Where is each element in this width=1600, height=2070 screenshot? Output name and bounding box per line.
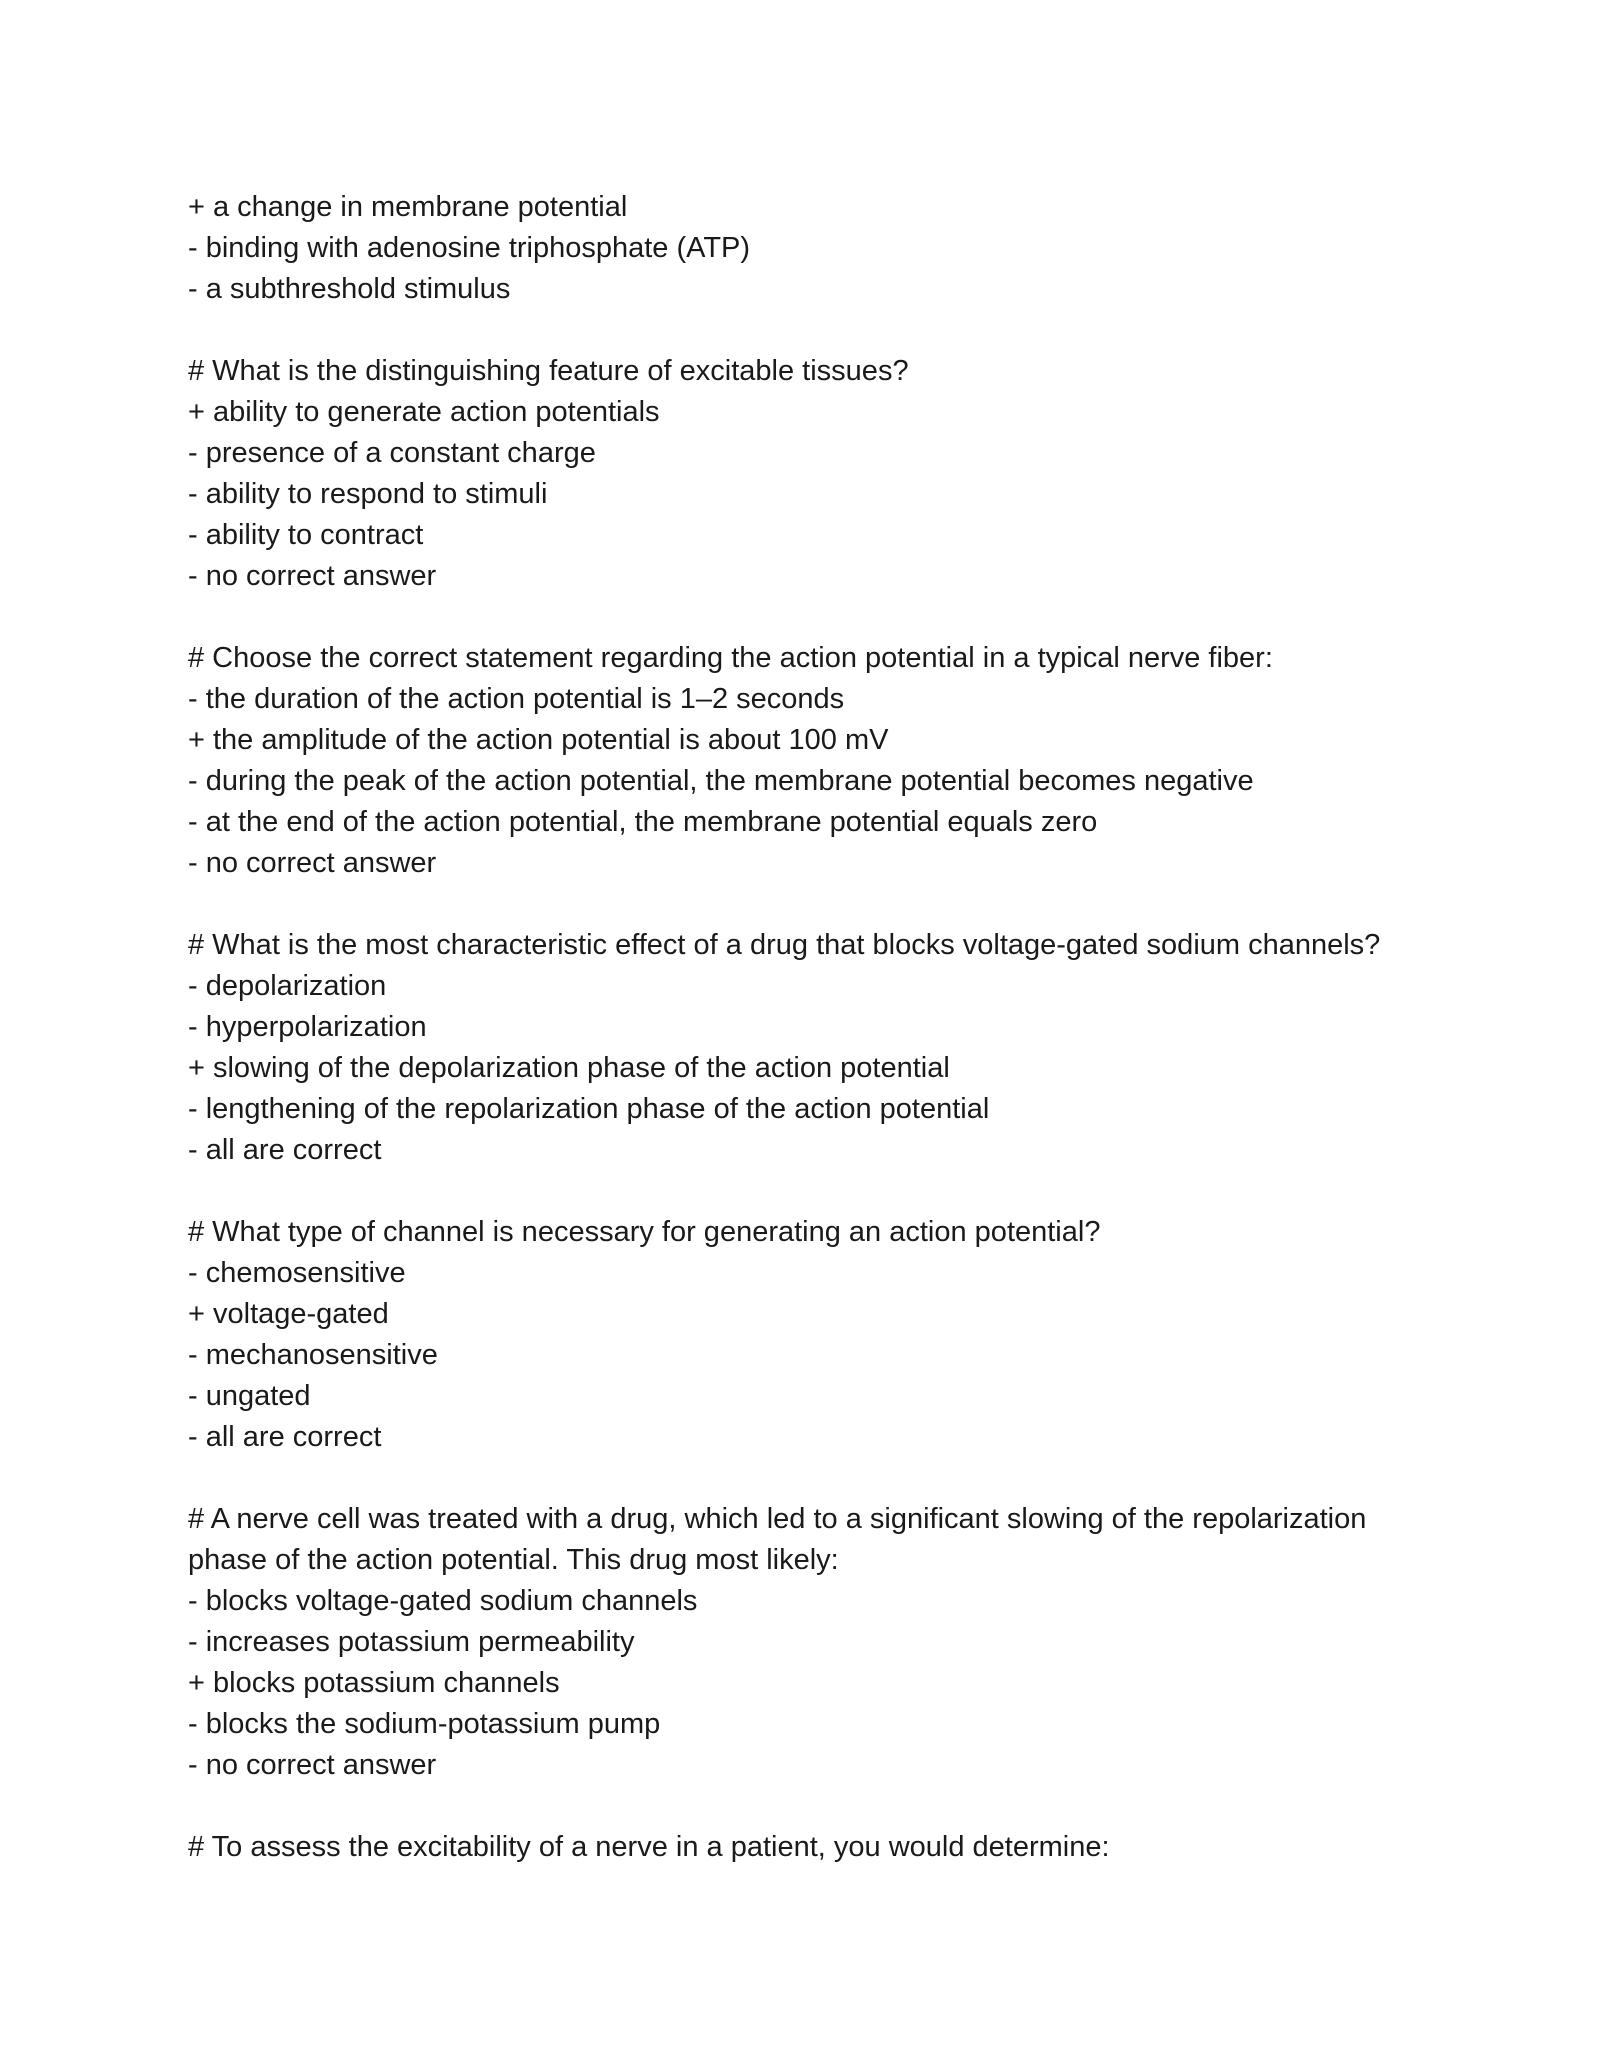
answer-line: - all are correct: [188, 1421, 382, 1453]
question-text: # What is the most characteristic effect of a drug that blocks voltage-gated sodium channels?: [188, 929, 1381, 961]
answer-line: - all are correct: [188, 1134, 382, 1166]
answer-line: - at the end of the action potential, the membrane potential equals zero: [188, 806, 1098, 838]
question-text-continued: phase of the action potential. This drug most likely:: [188, 1544, 839, 1576]
answer-line: - no correct answer: [188, 1749, 437, 1781]
answer-line: + a change in membrane potential: [188, 191, 628, 223]
answer-line: - depolarization: [188, 970, 387, 1002]
answer-line: + the amplitude of the action potential is about 100 mV: [188, 724, 889, 756]
answer-line: - a subthreshold stimulus: [188, 273, 511, 305]
answer-line: - ungated: [188, 1380, 311, 1412]
answer-line: - the duration of the action potential is 1–2 seconds: [188, 683, 845, 715]
answer-line: - presence of a constant charge: [188, 437, 596, 469]
answer-line: - blocks voltage-gated sodium channels: [188, 1585, 698, 1617]
question-text: # What is the distinguishing feature of excitable tissues?: [188, 355, 909, 387]
question-block: [188, 1212, 1428, 1458]
answer-line: - lengthening of the repolarization phase of the action potential: [188, 1093, 990, 1125]
question-text: # To assess the excitability of a nerve in a patient, you would determine:: [188, 1831, 1110, 1863]
answer-line: + voltage-gated: [188, 1298, 389, 1330]
answer-line: - ability to respond to stimuli: [188, 478, 548, 510]
answer-line: + ability to generate action potentials: [188, 396, 660, 428]
question-block: [188, 1827, 1428, 1868]
answer-line: - during the peak of the action potential, the membrane potential becomes negative: [188, 765, 1254, 797]
answer-line: + blocks potassium channels: [188, 1667, 560, 1699]
question-block: [188, 638, 1428, 884]
answer-line: - ability to contract: [188, 519, 424, 551]
answer-line: - increases potassium permeability: [188, 1626, 635, 1658]
answer-group-continued: [188, 187, 1428, 310]
answer-line: - no correct answer: [188, 560, 437, 592]
question-block: [188, 351, 1428, 597]
answer-line: + slowing of the depolarization phase of the action potential: [188, 1052, 950, 1084]
question-block: [188, 925, 1428, 1171]
question-block: [188, 1499, 1428, 1786]
answer-line: - hyperpolarization: [188, 1011, 427, 1043]
document-body: [188, 187, 1428, 1868]
answer-line: - binding with adenosine triphosphate (ATP): [188, 232, 751, 264]
answer-line: - blocks the sodium-potassium pump: [188, 1708, 661, 1740]
question-text: # What type of channel is necessary for generating an action potential?: [188, 1216, 1101, 1248]
question-text: # A nerve cell was treated with a drug, which led to a significant slowing of the repolarization: [188, 1503, 1367, 1535]
answer-line: - no correct answer: [188, 847, 437, 879]
question-text: # Choose the correct statement regarding the action potential in a typical nerve fiber:: [188, 642, 1273, 674]
answer-line: - chemosensitive: [188, 1257, 406, 1289]
answer-line: - mechanosensitive: [188, 1339, 438, 1371]
